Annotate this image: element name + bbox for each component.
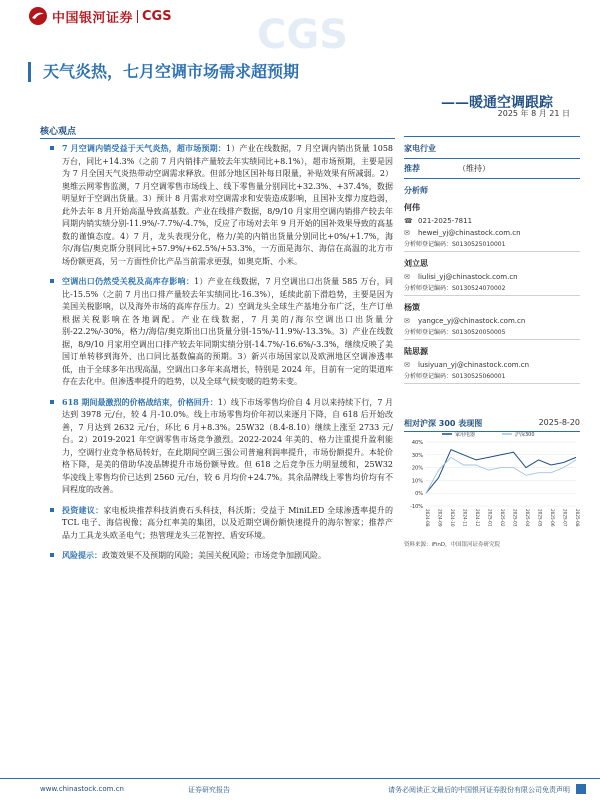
x-tick-label: 2024-11 [462, 509, 468, 527]
sidebar-rule [404, 158, 580, 159]
core-views-content [48, 142, 393, 570]
y-tick-label: 10% [411, 478, 423, 485]
x-tick-label: 2025-04 [525, 509, 530, 527]
legend-label: 家用电器 [455, 432, 476, 438]
x-tick-label: 2025-06 [550, 509, 555, 527]
analyst-email[interactable]: ✉ yangce_yj@chinastock.com.cn [404, 317, 526, 325]
analyst-reg: 分析师登记编码：S0130520050005 [404, 327, 580, 340]
analyst-name: 杨策 [404, 303, 420, 312]
mail-icon: ✉ [404, 317, 410, 325]
page-number-box [576, 784, 586, 794]
x-tick-label: 2025-08 [575, 509, 580, 527]
analyst-name: 何伟 [404, 203, 420, 212]
x-tick-label: 2025-02 [500, 509, 505, 527]
bullet-domestic-sales: 7 月空调内销受益于天气炎热，超市场预期：1）产业在线数据，7 月空调内销出货量 1058 万台，同比+14.3%（之前 7 月内销排产量较去年实绩同比+8.1%），超市场预期，主要是因为 7 月全国天气炎热带动空调需求释放。但部分地区国补每日限量，补贴效果有所减弱。2）奥维云网零售监测，7 月空调零售市场线上、线下零售量分别同比+32.3%、+37.4%，数据明显好于空调出货量。3）预计 8 月需求对空调需求和安装造成影响，且国补支撑力度趋弱，此外去年 8 月开始高温导致高基数。产业在线排产数据，8/9/10 月家用空调内销排产较去年同期内销实绩分别-11.9%/-7.7%/-4.7%，反应了市场对去年 9 月开始的国补效果导致的高基数的谨慎态度。4）7 月，龙头表现分化，格力/美的内销出货量分别同比+0%/+1.7%，海尔/海信/奥克斯分别同比+57.9%/+62.5%/+53.3%，一方面是海尔、海信在高温的北方市场份额更高，另一方面性价比产品当前需求更强，如奥克斯、小米。 [48, 142, 393, 268]
analyst-block [404, 346, 580, 384]
analyst-block [404, 202, 580, 252]
x-tick-label: 2024-12 [475, 509, 480, 527]
sidebar-top-rule [404, 136, 580, 137]
chart-source: 资料来源：iFinD，中国银河证券研究院 [404, 542, 501, 548]
analyst-block [404, 258, 580, 296]
bullet-export: 空调出口仍然受关税及高库存影响：1）产业在线数据，7 月空调出口出货量 585 万台，同比-15.5%（之前 7 月出口排产量较去年实绩同比-16.3%），延续此前下滑趋势，主要是因为美国关税影响，以及海外市场的高库存压力。2）空调龙头全球生产基地分布广泛，生产订单根据关税影响在各地调配。产业在线数据，7 月美的/海尔空调出口出货量分别-22.2%/-30%，格力/海信/奥克斯出口出货量分别-15%/-11.9%/-13.3%。3）产业在线数据，8/9/10 月家用空调出口排产较去年同期实绩分别-14.7%/-16.6%/-3.3%，继续反映了美国订单转移到海外、出口同比基数偏高的预期。3）新兴市场国家以及欧洲地区空调渗透率低，由于全球多年出现高温，空调出口多年来高增长，特别是 2024 年，目前有一定的渠道库存在去化中。但渗透率提升的趋势，以及全球气候变暖的趋势未变。 [48, 275, 393, 389]
analyst-name: 刘立思 [404, 259, 428, 268]
logo-cgs: CGS [142, 8, 172, 24]
industry-label: 家电行业 [404, 144, 436, 153]
series-line [426, 457, 576, 493]
x-tick-label: 2025-03 [512, 509, 518, 527]
x-tick-label: 2024-09 [437, 509, 443, 527]
footer-report-type: 证券研究报告 [188, 786, 230, 794]
svg-text:CGS: CGS [257, 12, 348, 58]
x-tick-label: 2025-07 [562, 509, 568, 527]
galaxy-logo-icon [28, 6, 48, 26]
analyst-reg: 分析师登记编码：S0130524070002 [404, 283, 580, 296]
report-header [0, 0, 600, 58]
y-tick-label: 40% [411, 440, 423, 446]
analyst-block [404, 302, 580, 340]
report-subtitle: ——暖通空调跟踪 [441, 95, 553, 111]
legend-label: 沪深300 [515, 432, 535, 438]
x-tick-label: 2025-01 [487, 509, 493, 527]
sidebar [404, 136, 580, 384]
bullet-price-war: 618 期间最激烈的价格战结束，价格回升：1）线下市场零售均价自 4 月以来持续下行，7 月达到 3978 元/台，较 4 月-10.0%。线上市场零售均价年初以来逐月下降，自 618 后开始改善，7 月达到 2632 元/台，环比 6 月+8.3%。25W32（8.4-8.10）继续上涨至 2733 元/台。2）2019-2021 年空调零售市场竞争激烈。2022-2024 年美的、格力注重提升盈利能力，空调行业竞争格局转好，在此期间空调三强公司普遍利润率提升，市场份额提升。本轮价格下降，是美的借助华凌品牌提升市场份额导致。但 618 之后竞争压力明显缓和，25W32 华凌线上零售均价已达到 2560 元/台，较 6 月均价+24.7%。其余品牌线上零售均价均有不同程度的改善。 [48, 396, 393, 497]
company-logo [28, 6, 172, 26]
title-block [28, 62, 573, 111]
phone-icon: ☎ [404, 217, 413, 225]
core-views-label: 核心观点 [40, 127, 77, 137]
core-views-divider [40, 138, 395, 139]
analyst-email[interactable]: ✉ liulisi_yj@chinastock.com.cn [404, 273, 518, 281]
report-title: 天气炎热，七月空调市场需求超预期 [28, 62, 573, 82]
sidebar-rule [404, 178, 580, 179]
rating-value: （维持） [458, 164, 490, 173]
analyst-email[interactable]: ✉ hewei_yj@chinastock.com.cn [404, 229, 521, 237]
footer-disclaimer: 请务必阅读正文最后的中国银河证券股份有限公司免责声明 [388, 786, 570, 794]
analyst-reg: 分析师登记编码：S0130525060001 [404, 371, 580, 384]
cgs-watermark [255, 0, 348, 58]
chart-date: 2025-8-20 [538, 418, 580, 427]
mail-icon: ✉ [404, 361, 410, 369]
x-tick-label: 2024-10 [450, 509, 455, 527]
report-date: 2025 年 8 月 21 日 [497, 109, 570, 118]
bullet-risk: 风险提示：政策效果不及预期的风险；美国关税风险；市场竞争加剧风险。 [48, 549, 393, 563]
mail-icon: ✉ [404, 273, 410, 281]
rating-key: 推荐 [404, 164, 420, 173]
rating-row [404, 163, 580, 174]
y-tick-label: 20% [411, 465, 423, 472]
analyst-reg: 分析师登记编码：S0130525010001 [404, 239, 580, 252]
logo-divider [137, 10, 138, 23]
analyst-email[interactable]: ✉ lusiyuan_yj@chinastock.com.cn [404, 361, 530, 369]
chart-title: 相对沪深 300 表现图 [404, 419, 483, 428]
mail-icon: ✉ [404, 229, 410, 237]
logo-text: 中国银河证券 [52, 10, 134, 26]
relative-performance-chart [404, 428, 580, 536]
analyst-phone: ☎ 021-2025-7811 [404, 217, 473, 225]
bullet-investment-advice: 投资建议：家电板块推荐科技消费石头科技，科沃斯；受益于 MiniLED 全球渗透率提升的 TCL 电子、海信视像；高分红率美的集团，以及近期空调份额快速提升的海尔智家；推荐产品力工具龙头欧圣电气；热管理龙头三花智控、盾安环境。 [48, 504, 393, 543]
x-tick-label: 2024-08 [425, 509, 430, 527]
analyst-label: 分析师 [404, 186, 428, 195]
y-tick-label: 30% [411, 452, 423, 459]
y-tick-label: 0% [415, 491, 423, 498]
x-tick-label: 2025-05 [537, 509, 543, 527]
footer-site[interactable]: www.chinastock.com.cn [40, 785, 124, 793]
y-tick-label: -10% [410, 504, 423, 510]
analyst-name: 陆思源 [404, 347, 428, 356]
report-footer [0, 778, 600, 800]
